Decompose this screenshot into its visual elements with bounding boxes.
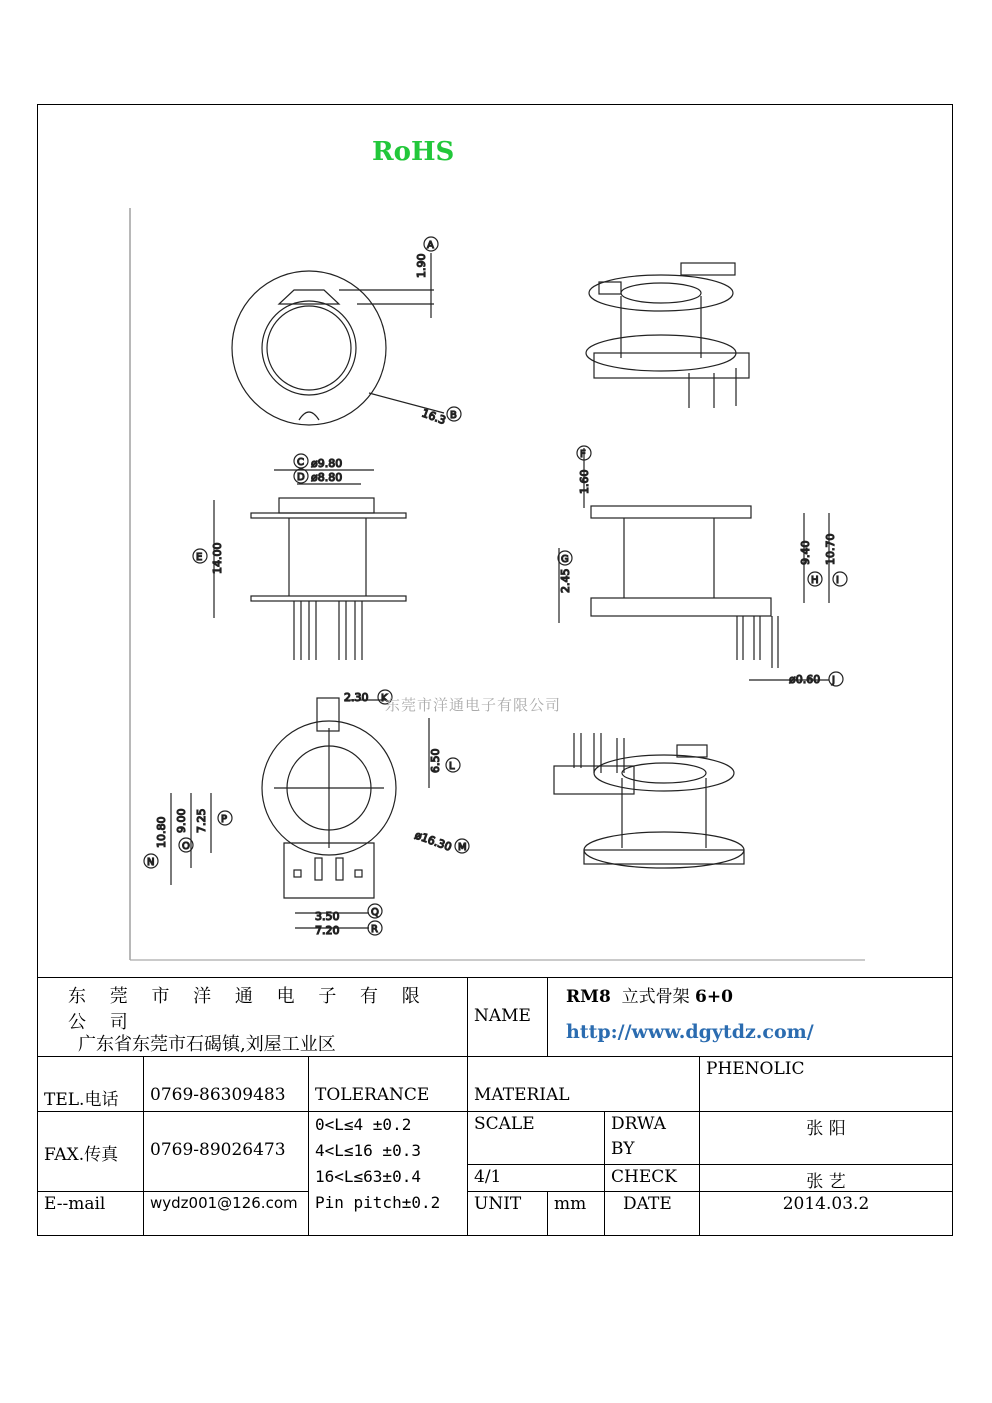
fax-value: 0769-89026473 — [143, 1111, 309, 1192]
dim-D: ø8.80 — [311, 471, 343, 484]
dim-K: 2.30 — [344, 691, 369, 704]
svg-text:Q: Q — [371, 907, 379, 918]
dim-I: 10.70 — [824, 533, 837, 565]
dim-L: 6.50 — [429, 748, 442, 773]
iso-view-top — [586, 263, 749, 408]
unit-value: mm — [547, 1191, 605, 1236]
dim-N: 10.80 — [155, 816, 168, 848]
drawn-by-label — [604, 1111, 700, 1165]
material-value: PHENOLIC — [699, 1056, 953, 1112]
svg-text:K: K — [381, 693, 388, 704]
top-view — [232, 237, 461, 427]
tolerance-line: 4<L≤16 ±0.3 — [315, 1141, 421, 1160]
tolerance-values — [308, 1111, 468, 1236]
scale-value: 4/1 — [467, 1164, 605, 1192]
unit-label: UNIT — [467, 1191, 548, 1236]
svg-text:L: L — [449, 761, 455, 772]
dim-B: 16.3 — [419, 406, 448, 428]
bottom-view — [144, 690, 469, 937]
product-desc: 立式骨架 — [621, 987, 690, 1007]
company-name: 东 莞 市 洋 通 电 子 有 限 公 司 — [68, 986, 429, 1033]
material-label: MATERIAL — [467, 1056, 700, 1112]
dim-R: 7.20 — [315, 924, 340, 937]
technical-drawing — [129, 208, 865, 964]
date-value: 2014.03.2 — [699, 1191, 953, 1236]
email-label: E--mail — [37, 1191, 144, 1236]
drawn-by-label-2: BY — [611, 1139, 635, 1159]
svg-text:A: A — [427, 240, 434, 251]
product-model: RM8 — [566, 987, 611, 1007]
dim-G: 2.45 — [559, 568, 572, 593]
svg-text:R: R — [371, 924, 378, 935]
svg-text:N: N — [147, 857, 155, 868]
dim-E: 14.00 — [211, 542, 224, 574]
product-pins: 6+0 — [695, 987, 733, 1007]
svg-text:C: C — [297, 457, 304, 468]
check-value: 张 艺 — [699, 1164, 953, 1192]
product-url[interactable]: http://www.dgytdz.com/ — [566, 1021, 814, 1043]
svg-text:J: J — [832, 675, 835, 686]
title-block — [37, 977, 953, 1236]
tel-value: 0769-86309483 — [143, 1056, 309, 1112]
svg-text:P: P — [221, 814, 228, 825]
svg-text:H: H — [811, 575, 819, 586]
svg-text:F: F — [580, 449, 586, 460]
fax-label: FAX.传真 — [37, 1111, 144, 1192]
svg-text:E: E — [196, 552, 203, 563]
tolerance-line: 0<L≤4 ±0.2 — [315, 1115, 412, 1134]
dim-A: 1.90 — [415, 253, 428, 278]
iso-view-bottom — [554, 733, 744, 868]
dim-J: ø0.60 — [789, 673, 821, 686]
svg-text:D: D — [297, 472, 305, 483]
dim-P: 7.25 — [195, 808, 208, 833]
svg-text:O: O — [182, 841, 190, 852]
check-label: CHECK — [604, 1164, 700, 1192]
front-view — [558, 446, 847, 686]
drawn-by-value: 张 阳 — [699, 1111, 953, 1165]
svg-text:B: B — [450, 410, 457, 421]
dim-F: 1.60 — [578, 469, 591, 494]
dim-O: 9.00 — [175, 808, 188, 833]
company-address: 广东省东莞市石碣镇,刘屋工业区 — [78, 1034, 336, 1055]
company-cell — [37, 977, 468, 1057]
side-view — [193, 454, 406, 660]
scale-label: SCALE — [467, 1111, 605, 1165]
tel-label: TEL.电话 — [37, 1056, 144, 1112]
date-label: DATE — [604, 1191, 700, 1236]
dim-Q: 3.50 — [315, 910, 340, 923]
tolerance-line: Pin pitch±0.2 — [315, 1193, 441, 1212]
name-label: NAME — [467, 977, 548, 1057]
dim-H: 9.40 — [799, 540, 812, 565]
watermark: 东莞市洋通电子有限公司 — [385, 696, 562, 714]
dim-M: ø16.30 — [412, 828, 454, 854]
svg-text:M: M — [458, 842, 467, 853]
svg-text:G: G — [561, 554, 569, 565]
rohs-mark: RoHS — [372, 137, 455, 167]
dim-C: ø9.80 — [311, 457, 343, 470]
product-title — [566, 982, 733, 1007]
tolerance-label: TOLERANCE — [308, 1056, 468, 1112]
drawn-by-label-1: DRWA — [611, 1114, 666, 1134]
email-value[interactable]: wydz001@126.com — [143, 1191, 309, 1236]
tolerance-line: 16<L≤63±0.4 — [315, 1167, 421, 1186]
svg-text:I: I — [836, 575, 839, 586]
product-cell — [547, 977, 953, 1057]
